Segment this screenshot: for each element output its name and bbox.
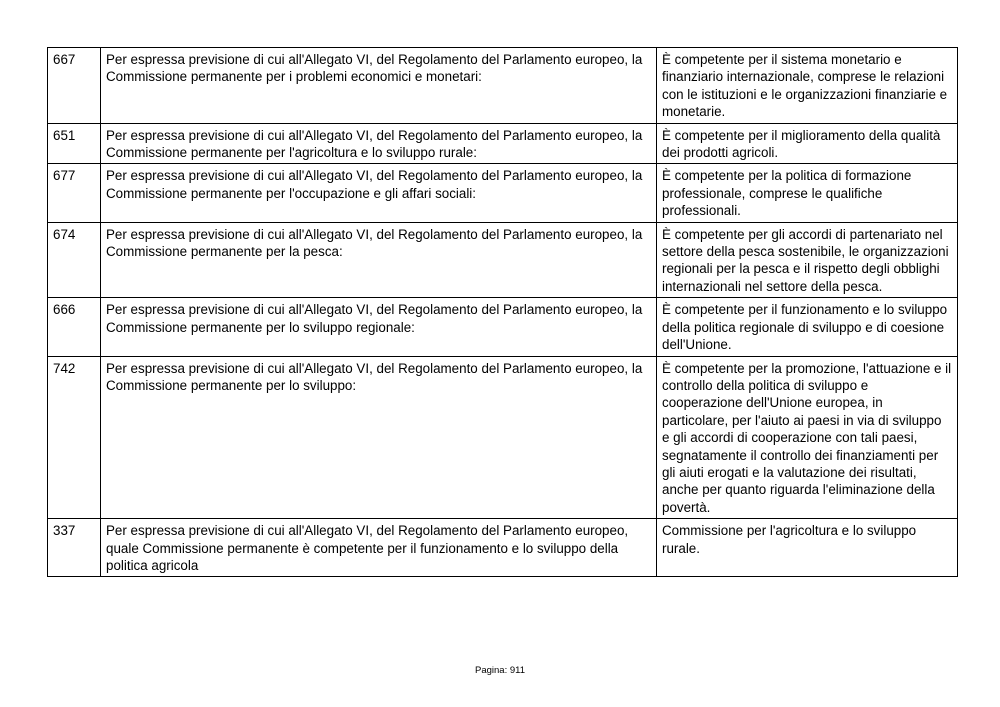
row-description: Per espressa previsione di cui all'Allegato VI, del Regolamento del Parlamento europeo, la Commissione permanente per l'agricoltura e lo sviluppo rurale: <box>101 123 657 164</box>
row-competence: È competente per il sistema monetario e finanziario internazionale, comprese le relazioni con le istituzioni e le organizzazioni finanziarie e monetarie. <box>657 48 958 124</box>
row-description: Per espressa previsione di cui all'Allegato VI, del Regolamento del Parlamento europeo, quale Commissione permanente è competente per il funzionamento e lo sviluppo della politica agricola <box>101 519 657 577</box>
row-description: Per espressa previsione di cui all'Allegato VI, del Regolamento del Parlamento europeo, la Commissione permanente per i problemi economici e monetari: <box>101 48 657 124</box>
row-competence: È competente per il miglioramento della qualità dei prodotti agricoli. <box>657 123 958 164</box>
row-description: Per espressa previsione di cui all'Allegato VI, del Regolamento del Parlamento europeo, la Commissione permanente per lo sviluppo: <box>101 356 657 519</box>
table-row <box>48 48 958 124</box>
table-row <box>48 519 958 577</box>
row-code: 742 <box>48 356 101 519</box>
row-competence: Commissione per l'agricoltura e lo sviluppo rurale. <box>657 519 958 577</box>
row-description: Per espressa previsione di cui all'Allegato VI, del Regolamento del Parlamento europeo, la Commissione permanente per la pesca: <box>101 222 657 298</box>
row-competence: È competente per la politica di formazione professionale, comprese le qualifiche professionali. <box>657 164 958 222</box>
competence-table <box>47 47 958 577</box>
table-row <box>48 123 958 164</box>
row-code: 674 <box>48 222 101 298</box>
row-description: Per espressa previsione di cui all'Allegato VI, del Regolamento del Parlamento europeo, la Commissione permanente per lo sviluppo regionale: <box>101 298 657 356</box>
table-row <box>48 222 958 298</box>
table-row <box>48 356 958 519</box>
table-row <box>48 298 958 356</box>
page-number: Pagina: 911 <box>474 665 525 676</box>
row-code: 667 <box>48 48 101 124</box>
row-code: 666 <box>48 298 101 356</box>
table-row <box>48 164 958 222</box>
row-competence: È competente per gli accordi di partenariato nel settore della pesca sostenibile, le organizzazioni regionali per la pesca e il rispetto degli obblighi internazionali nel settore della pesca. <box>657 222 958 298</box>
row-description: Per espressa previsione di cui all'Allegato VI, del Regolamento del Parlamento europeo, la Commissione permanente per l'occupazione e gli affari sociali: <box>101 164 657 222</box>
row-code: 651 <box>48 123 101 164</box>
row-code: 337 <box>48 519 101 577</box>
row-competence: È competente per la promozione, l'attuazione e il controllo della politica di sviluppo e cooperazione dell'Unione europea, in particolare, per l'aiuto ai paesi in via di sviluppo e gli accordi di cooperazione con tali paesi, segnatamente il controllo dei finanziamenti per gli aiuti erogati e la valutazione dei risultati, anche per quanto riguarda l'eliminazione della povertà. <box>657 356 958 519</box>
row-code: 677 <box>48 164 101 222</box>
row-competence: È competente per il funzionamento e lo sviluppo della politica regionale di sviluppo e di coesione dell'Unione. <box>657 298 958 356</box>
